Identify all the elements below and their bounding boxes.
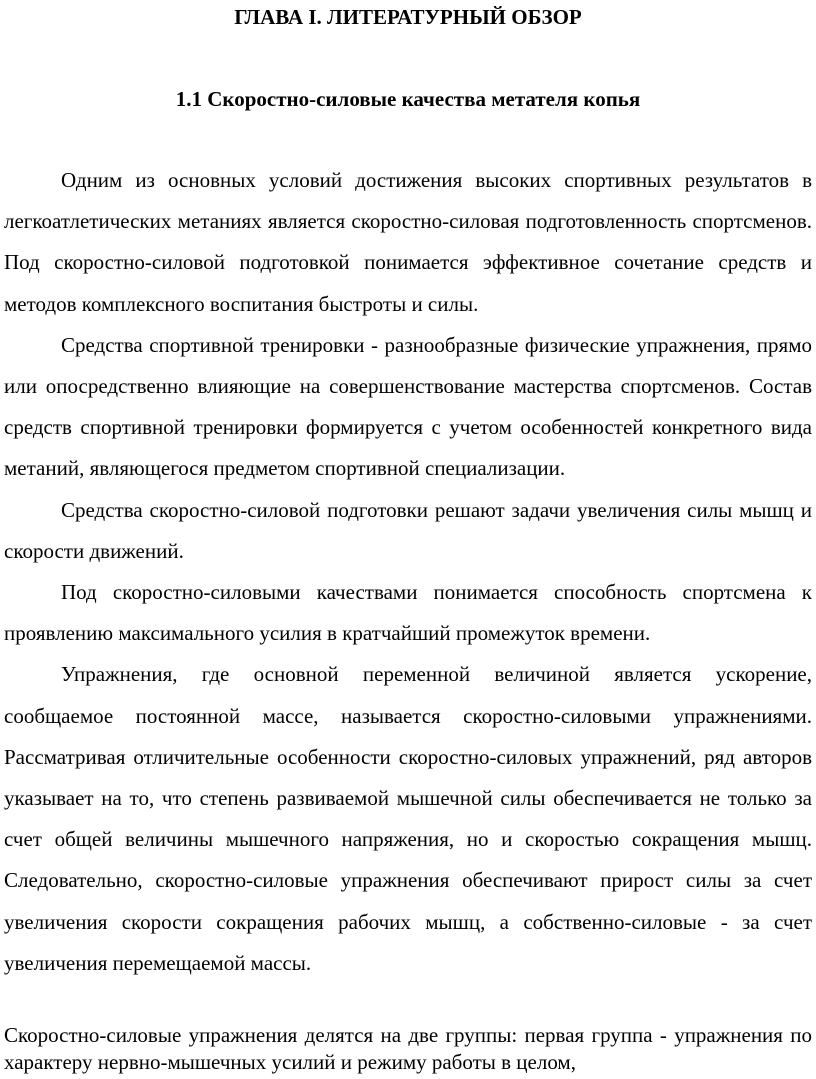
paragraph: Средства скоростно-силовой подготовки решают задачи увеличения силы мышц и скорости движений. (4, 497, 812, 563)
paragraph: Одним из основных условий достижения высоких спортивных результатов в легкоатлетических метаниях является скоростно-силовая подготовленность спортсменов. Под скоростно-силовой подготовкой понимается эффективное сочетание средств и методов комплексного воспитания быстроты и силы. (4, 168, 812, 316)
body-text (4, 160, 812, 984)
paragraph-unindented: Скоростно-силовые упражнения делятся на две группы: первая группа - упражнения по характеру нервно-мышечных усилий и режиму работы в целом, (4, 1023, 812, 1074)
paragraph: Упражнения, где основной переменной величиной является ускорение, сообщаемое постоянной массе, называется скоростно-силовыми упражнениями. Рассматривая отличительные особенности скоростно-силовых упражнений, ряд авторов указывает на то, что степень развиваемой мышечной силы обеспечивается не только за счет общей величины мышечного напряжения, но и скоростью сокращения мышц. Следовательно, скоростно-силовые упражнения обеспечивают прирост силы за счет увеличения скорости сокращения рабочих мышц, а собственно-силовые - за счет увеличения перемещаемой массы. (4, 662, 812, 975)
paragraph: Средства спортивной тренировки - разнообразные физические упражнения, прямо или опосредственно влияющие на совершенствование мастерства спортсменов. Состав средств спортивной тренировки формируется с учетом особенностей конкретного вида метаний, являющегося предметом спортивной специализации. (4, 332, 812, 481)
paragraph: Под скоростно-силовыми качествами понимается способность спортсмена к проявлению максимального усилия в кратчайший промежуток времени. (4, 580, 812, 646)
chapter-title: ГЛАВА I. ЛИТЕРАТУРНЫЙ ОБЗОР (234, 5, 582, 29)
section-title: 1.1 Скоростно-силовые качества метателя копья (175, 87, 641, 111)
